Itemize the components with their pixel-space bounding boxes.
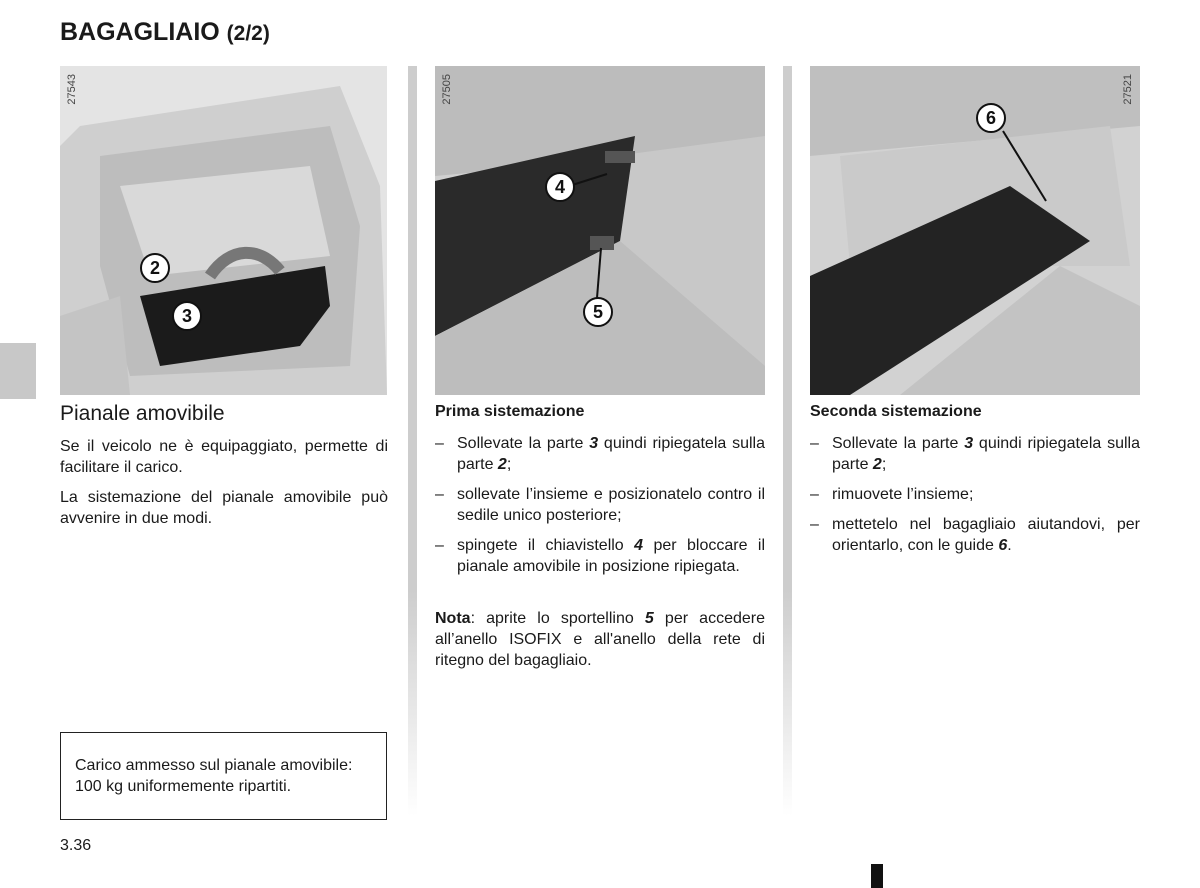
instruction-list	[435, 433, 765, 586]
instruction-list	[810, 433, 1140, 565]
column-divider	[408, 66, 417, 816]
list-item: – Sollevate la parte 3 quindi ripiegatela sulla parte 2;	[810, 435, 1141, 473]
load-note-text: Carico ammesso sul pianale amovibile: 100 kg uniformemente ripartiti.	[75, 757, 353, 795]
callout-marker: 2	[140, 253, 170, 283]
callout-marker: 3	[172, 301, 202, 331]
photo-code: 27521	[1122, 74, 1134, 105]
list-item: – sollevate l’insieme e posizionatelo contro il sedile unico posteriore;	[435, 486, 765, 524]
callout-marker: 5	[583, 297, 613, 327]
floor-stowed-illustration	[810, 66, 1140, 395]
photo-second-arrangement	[810, 66, 1140, 395]
callout-marker: 6	[976, 103, 1006, 133]
paragraph: Se il veicolo ne è equipaggiato, permette di facilitare il carico.	[60, 438, 388, 476]
note-paragraph: Nota: aprite lo sportellino 5 per accedere all’anello ISOFIX e all'anello della rete di ritegno del bagagliaio.	[435, 610, 765, 669]
subsection-heading: Seconda sistemazione	[810, 403, 982, 420]
photo-trunk-open	[60, 66, 387, 395]
folded-floor-illustration	[435, 66, 765, 395]
load-note-box	[60, 732, 387, 820]
photo-code: 27543	[66, 74, 78, 105]
section-tab	[0, 343, 36, 399]
photo-code: 27505	[441, 74, 453, 105]
trunk-illustration	[60, 66, 387, 395]
subsection-heading: Prima sistemazione	[435, 403, 585, 420]
photo-first-arrangement	[435, 66, 765, 395]
page-number: 3.36	[60, 837, 92, 854]
section-heading: Pianale amovibile	[60, 402, 225, 425]
list-item: – mettetelo nel bagagliaio aiutandovi, per orientarlo, con le guide 6.	[810, 516, 1140, 554]
list-item: – rimuovete l’insieme;	[810, 486, 974, 503]
paragraph: La sistemazione del pianale amovibile può avvenire in due modi.	[60, 489, 388, 527]
page-edge-mark	[871, 864, 883, 888]
column-divider	[783, 66, 792, 816]
callout-marker: 4	[545, 172, 575, 202]
page-title: BAGAGLIAIO (2/2)	[60, 18, 270, 46]
list-item: – spingete il chiavistello 4 per bloccare il pianale amovibile in posizione ripiegata.	[435, 537, 766, 575]
list-item: – Sollevate la parte 3 quindi ripiegatela sulla parte 2;	[435, 435, 766, 473]
